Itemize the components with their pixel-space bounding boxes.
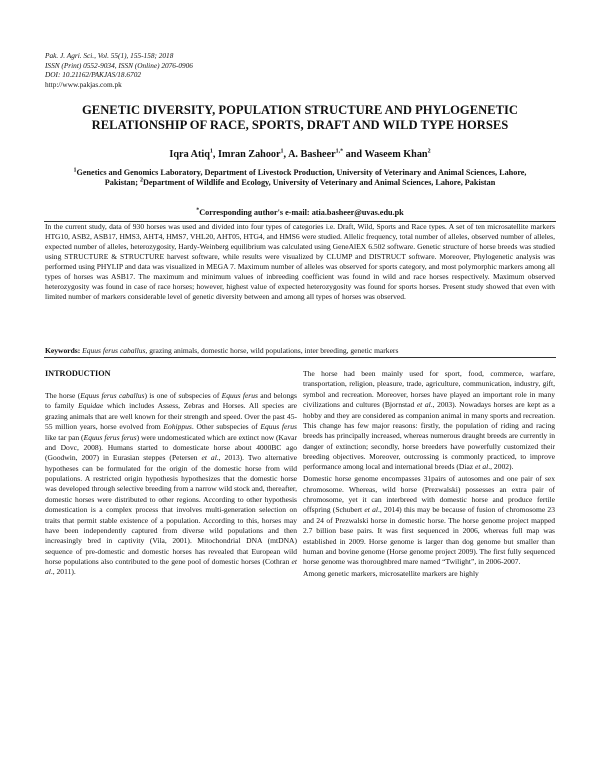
intro-paragraph-2: The horse had been mainly used for sport, food, commerce, warfare, transportation, religion, pleasure, trade, agriculture, communication, industry, gift, symbol and recreation. Moreover, horses have played an important role in many civilizations and cultures (Bjornstad et al., 2003). Nowadays horses are kept as a hobby and they are considered as companion animal in many sports and recreation. This change has few major reasons: firstly, the population of riding and racing breeds has principally increased, whereas numerous draught breeds are currently in danger of extinction; secondly, horse breeders have powerfully customized their breeding objectives. Moreover, outcrossing is commonly practiced, to improve performance among local and international breeds (Diaz et al., 2002). — [303, 369, 555, 472]
affiliation-1-marker: 1 — [73, 167, 77, 174]
abstract: In the current study, data of 930 horses was used and divided into four types of categories i.e. Draft, Wild, Sports and Race types. A set of ten microsatellite markers HTG10, ASB2, ASB17, HMS3, AHT4, HMS7, VHL20, AHT05, HTG4, and HMS6 were studied. Allelic frequency, total number of alleles, observed number of alleles, expected number of alleles, heterozygosity, Hardy-Weinberg equilibrium was calculated using GeneAlEX 6.502 software. Genetic structure of horse breeds was studied using STRUCTURE & STRUCTURE harvest software, while results were visualized by CLUMP and DISTRUCT software. Moreover, Phylogenetic analysis was performed using PHYLIP and data was visualized in MEGA 7. Maximum number of alleles was observed for sports category, and most polymorphic markers among all types of horses was ASB17. The maximum and minimum values of inbreeding coefficient was found in wild and race horses respectively. Maximum observed heterozygosity was found in case of race horses; however, highest value of expected heterozygosity was found for sports horses. Present study showed that even with limited number of markers considerable level of genetic diversity between and among all types of horses was observed. — [45, 222, 555, 302]
author-1: Iqra Atiq — [169, 149, 210, 160]
corresponding-email: Corresponding author's e-mail: atia.basheer@uvas.edu.pk — [199, 208, 404, 217]
keywords-italic: Equus ferus caballus — [82, 346, 146, 355]
intro-paragraph-1: The horse (Equus ferus caballus) is one of subspecies of Equus ferus and belongs to family Equidae which includes Assess, Zebras and Horses. All species are grazing animals that are well known for their strength and speed. Over the past 45-55 million years, horse evolved from Eohippus. Other subspecies of Equus ferus like tar pan (Equus ferus ferus) were undomesticated which are extinct now (Kavar and Dovc, 2008). Humans started to domesticate horse about 4000BC ago (Goodwin, 2007) in Eurasian steppes (Petersen et al., 2013). Two alternative hypotheses can be formulated for the origin of the domestic horse from wild populations. A restricted origin hypothesis hypothesizes that the domestic horse was developed through selective breeding from a narrow wild stock and, thereafter, domestic horses were distributed to other regions. According to other hypothesis domestication is a complex process that involves multi-generation selection on traits that permit stable existence of a population. According to this, horses may have been independently captured from diverse wild populations and then increasingly bred in captivity (Vila, 2001). Mitochondrial DNA (mtDNA) sequence of pre-domestic and domestic horses has revealed that European wild horse populations also contributed to the gene pool of domestic horses (Cothran et al., 2011). — [45, 391, 298, 577]
affiliations — [62, 168, 538, 189]
author-2: Imran Zahoor — [218, 149, 281, 160]
author-1-affil: 1 — [209, 148, 213, 155]
author-2-affil: 1 — [280, 148, 284, 155]
author-list — [60, 148, 540, 161]
right-column — [303, 369, 555, 581]
author-separator: , — [283, 149, 289, 160]
paper-title — [55, 103, 545, 133]
left-column — [45, 369, 297, 579]
corresponding-author — [62, 208, 538, 218]
affiliation-2-marker: 2 — [139, 177, 143, 184]
affiliation-1: Genetics and Genomics Laboratory, Department of Livestock Production, University of Veterinary and Animal Sciences, Lahore, Pakistan; — [76, 168, 527, 188]
title-line-2: RELATIONSHIP OF RACE, SPORTS, DRAFT AND WILD TYPE HORSES — [91, 118, 509, 132]
journal-issn: ISSN (Print) 0552-9034, ISSN (Online) 2076-0906 — [45, 60, 193, 70]
author-4: Waseem Khan — [364, 149, 428, 160]
affiliation-2: Department of Wildlife and Ecology, University of Veterinary and Animal Sciences, Lahore, Pakistan — [142, 178, 496, 188]
corresponding-marker: * — [196, 207, 200, 214]
section-heading-introduction: INTRODUCTION — [45, 369, 111, 378]
author-separator: and — [343, 149, 365, 160]
journal-header — [45, 51, 345, 89]
author-3-affil: 1,* — [335, 148, 344, 155]
journal-citation: Pak. J. Agri. Sci., Vol. 55(1), 155-158; 2018 — [45, 51, 174, 60]
author-3: A. Basheer — [288, 149, 336, 160]
author-separator: , — [212, 149, 218, 160]
keywords — [45, 346, 555, 356]
title-line-1: GENETIC DIVERSITY, POPULATION STRUCTURE AND PHYLOGENETIC — [82, 103, 518, 117]
abstract-bottom-rule — [44, 357, 556, 358]
keywords-rest: , grazing animals, domestic horse, wild populations, inter breeding, genetic markers — [145, 346, 399, 355]
journal-doi: DOI: 10.21162/PAKJAS/18.6702 — [45, 70, 141, 80]
keywords-label: Keywords: — [45, 346, 81, 355]
journal-url[interactable]: http://www.pakjas.com.pk — [45, 79, 122, 89]
intro-paragraph-4: Among genetic markers, microsatellite markers are highly — [303, 569, 479, 579]
intro-paragraph-3: Domestic horse genome encompasses 31pairs of autosomes and one pair of sex chromosome. Whereas, wild horse (Prezwalski) possesses an extra pair of chromosome, yet it can interbreed with domestic horse and produce fertile offspring (Schubert et al., 2014) this may be because of fusion of chromosome 23 and 24 of Prezwalski horse in domestic horse. The horse genome project mapped 2.7 billion base pairs. It was first sequenced in 2006, whereas full map was established in 2009. Horse genome is larger than dog genome but smaller than human and bovine genome (Horse genome project 2009). The first fully sequenced horse genome was thoroughbred mare named “Twilight”, in 2006-2007. — [303, 474, 555, 567]
author-4-affil: 2 — [427, 148, 431, 155]
